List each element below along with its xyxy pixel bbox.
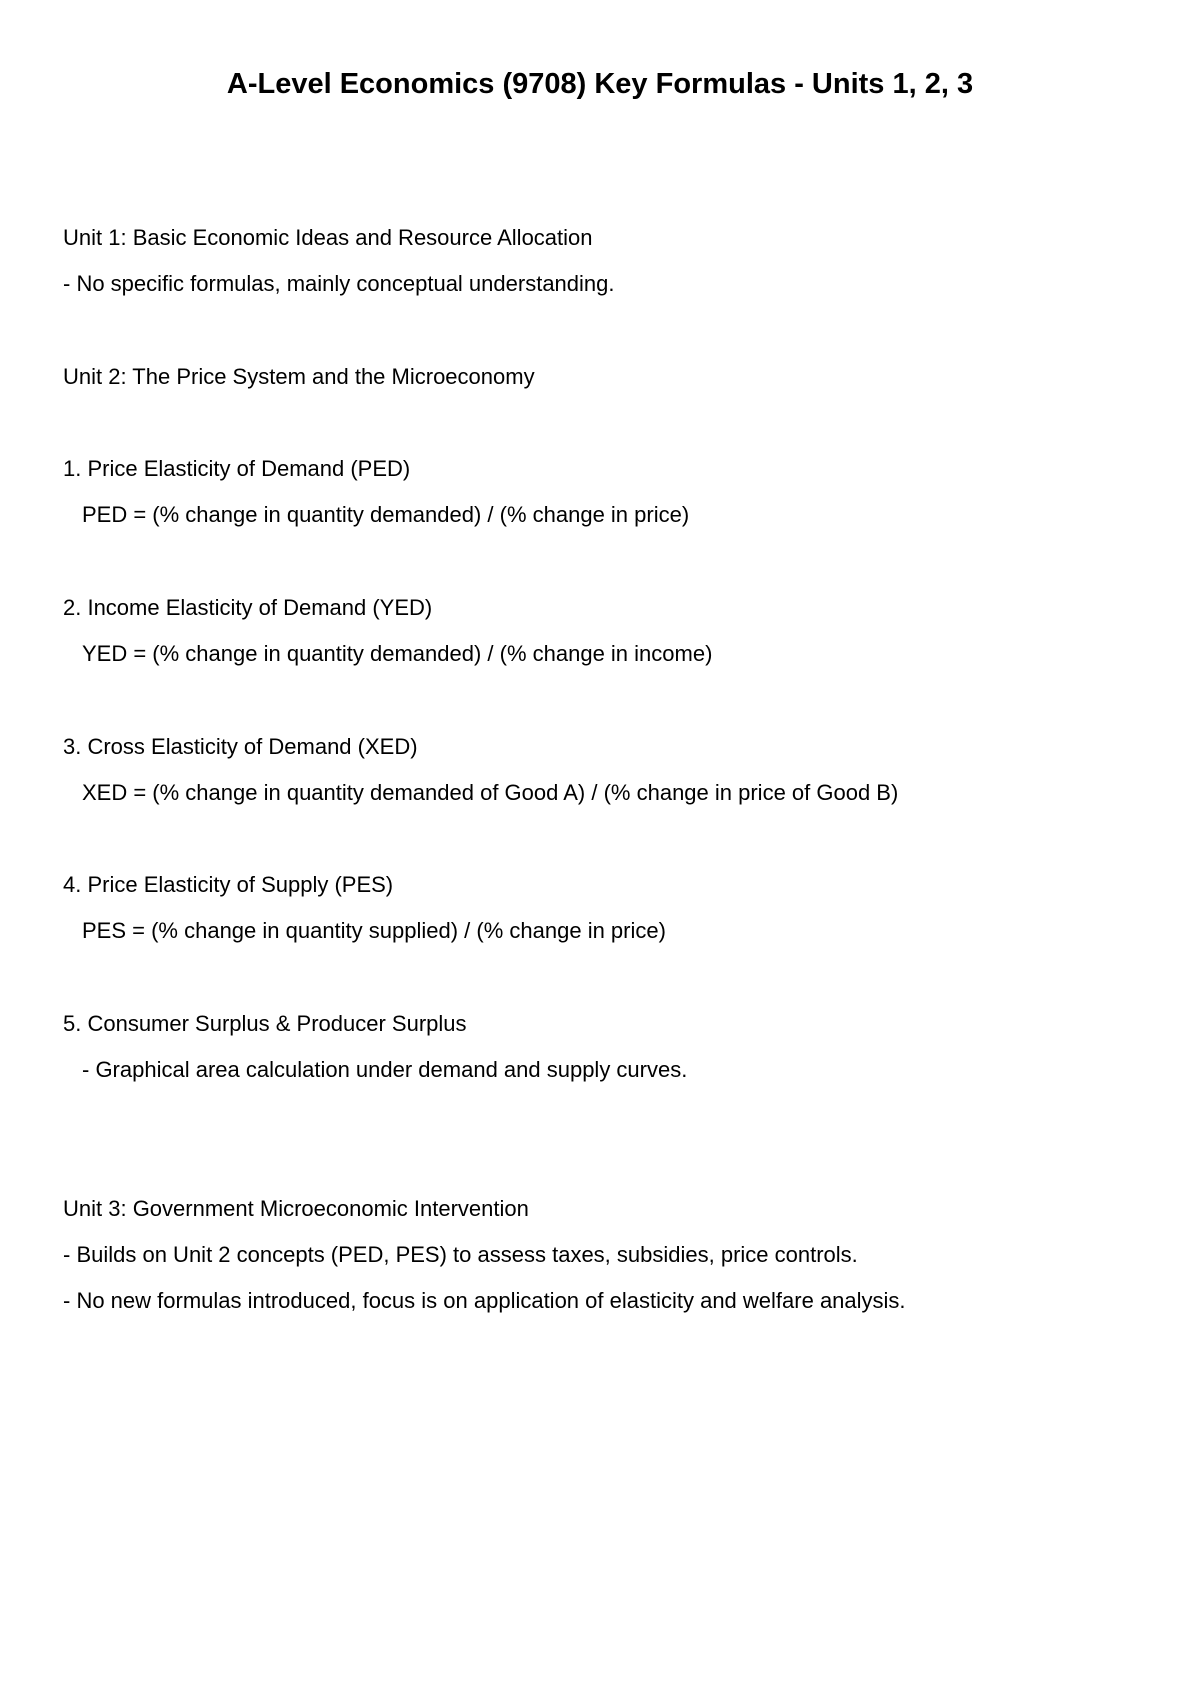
document-title: A-Level Economics (9708) Key Formulas - Units 1, 2, 3 bbox=[226, 68, 974, 100]
xed-formula: XED = (% change in quantity demanded of Good A) / (% change in price of Good B) bbox=[82, 780, 899, 805]
unit1-heading: Unit 1: Basic Economic Ideas and Resource Allocation bbox=[63, 225, 593, 250]
surplus-label: 5. Consumer Surplus & Producer Surplus bbox=[63, 1011, 467, 1036]
unit3-note-2: - No new formulas introduced, focus is on application of elasticity and welfare analysis. bbox=[63, 1288, 906, 1313]
pes-formula: PES = (% change in quantity supplied) / (% change in price) bbox=[82, 918, 666, 943]
unit1-note: - No specific formulas, mainly conceptual understanding. bbox=[63, 271, 615, 296]
yed-label: 2. Income Elasticity of Demand (YED) bbox=[63, 595, 433, 620]
pes-label: 4. Price Elasticity of Supply (PES) bbox=[63, 872, 394, 897]
ped-label: 1. Price Elasticity of Demand (PED) bbox=[63, 456, 411, 481]
unit2-heading: Unit 2: The Price System and the Microeconomy bbox=[63, 364, 535, 389]
yed-formula: YED = (% change in quantity demanded) / (% change in income) bbox=[82, 641, 713, 666]
unit3-note-1: - Builds on Unit 2 concepts (PED, PES) to assess taxes, subsidies, price controls. bbox=[63, 1242, 858, 1267]
ped-formula: PED = (% change in quantity demanded) / (% change in price) bbox=[82, 502, 690, 527]
xed-label: 3. Cross Elasticity of Demand (XED) bbox=[63, 734, 418, 759]
surplus-note: - Graphical area calculation under demand and supply curves. bbox=[82, 1057, 688, 1082]
unit3-heading: Unit 3: Government Microeconomic Intervention bbox=[63, 1196, 529, 1221]
